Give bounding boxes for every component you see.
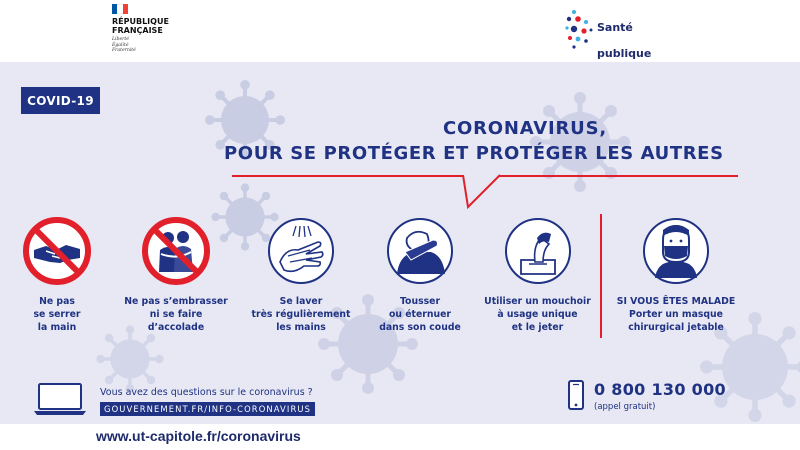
gesture-label: SI VOUS ÊTES MALADE Porter un masque chirurgical jetable xyxy=(616,296,736,333)
cough-elbow-icon xyxy=(385,216,455,286)
covid-badge: COVID-19 xyxy=(21,87,100,114)
gouvernement-link[interactable]: GOUVERNEMENT.FR/INFO-CORONAVIRUS xyxy=(100,402,315,416)
laptop-icon xyxy=(33,382,87,416)
gesture-no-hug xyxy=(112,216,240,334)
no-hug-icon xyxy=(141,216,211,286)
gesture-label: Tousser ou éternuer dans son coude xyxy=(379,296,461,333)
spf-line2: publique xyxy=(597,47,652,60)
speech-bubble-tail xyxy=(462,174,502,210)
headline-line2: POUR SE PROTÉGER ET PROTÉGER LES AUTRES xyxy=(224,143,724,164)
french-flag-icon xyxy=(112,4,128,14)
no-handshake-icon xyxy=(22,216,92,286)
footer-url-link[interactable]: www.ut-capitole.fr/coronavirus xyxy=(96,428,301,444)
tissue-icon xyxy=(503,216,573,286)
phone-note: (appel gratuit) xyxy=(594,402,656,412)
gesture-wash-hands xyxy=(240,216,362,334)
republique-francaise-logo xyxy=(112,4,182,60)
red-divider xyxy=(600,214,602,338)
wash-hands-icon xyxy=(266,216,336,286)
phone-number[interactable]: 0 800 130 000 xyxy=(594,380,726,399)
republique-motto: Liberté Égalité Fraternité xyxy=(112,37,136,53)
sante-publique-france-logo xyxy=(564,6,674,60)
virus-background-icon xyxy=(95,324,165,394)
gesture-no-handshake xyxy=(2,216,112,334)
questions-text: Vous avez des questions sur le coronavirus ? xyxy=(100,387,313,398)
gesture-cough-elbow xyxy=(365,216,475,334)
gesture-label: Ne pas se serrer la main xyxy=(33,296,81,333)
spf-line1: Santé xyxy=(597,21,633,34)
poster-main xyxy=(0,62,800,424)
header xyxy=(0,0,800,62)
republique-francaise-title: RÉPUBLIQUE FRANÇAISE xyxy=(112,17,169,35)
footer xyxy=(0,424,800,450)
spf-dots-icon xyxy=(564,8,594,50)
virus-background-icon xyxy=(530,92,630,192)
gesture-mask xyxy=(606,216,746,334)
mask-icon xyxy=(641,216,711,286)
gesture-label: Se laver très régulièrement les mains xyxy=(251,296,351,333)
phone-icon xyxy=(568,380,584,410)
gesture-label: Utiliser un mouchoir à usage unique et le jeter xyxy=(484,296,591,333)
gesture-label: Ne pas s’embrasser ni se faire d’accolade xyxy=(124,296,228,333)
gesture-tissue xyxy=(475,216,600,334)
headline-line1: CORONAVIRUS, xyxy=(443,118,607,139)
